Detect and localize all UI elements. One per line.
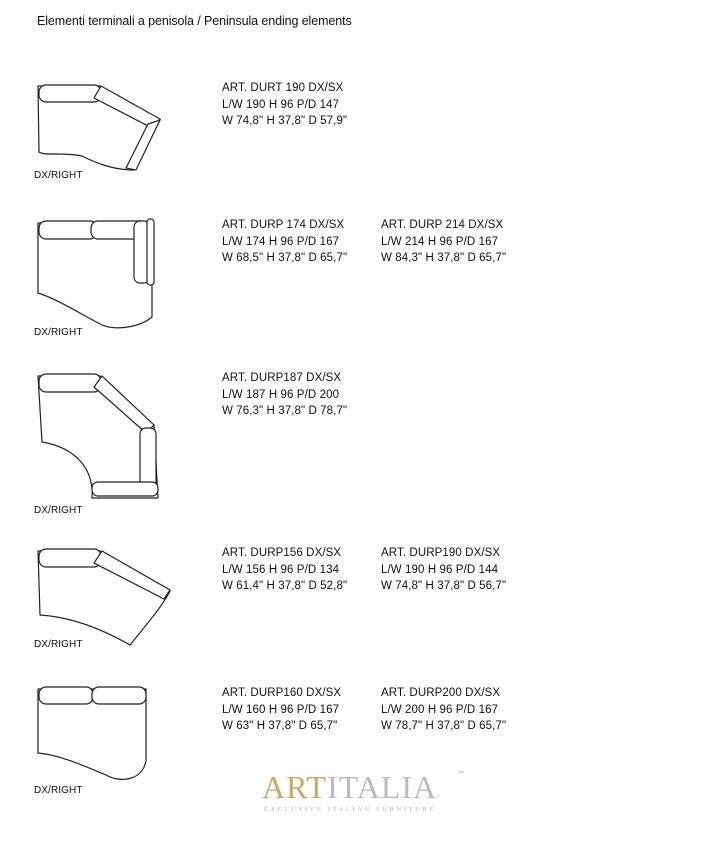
spec-block <box>222 685 341 735</box>
direction-label: DX/RIGHT <box>34 785 83 796</box>
article-code: ART. DURT 190 DX/SX <box>222 82 344 94</box>
sofa-diagram-durp187 <box>22 370 172 505</box>
logo-wordmark <box>262 770 437 804</box>
spec-block <box>381 217 506 267</box>
spec-block <box>222 545 347 595</box>
item-5 <box>0 685 726 845</box>
imperial-dimensions: W 68,5" H 37,8" D 65,7" <box>222 252 348 264</box>
imperial-dimensions: W 74,8" H 37,8" D 57,9" <box>222 115 348 127</box>
imperial-dimensions: W 74,8" H 37,8" D 56,7" <box>381 580 507 592</box>
logo-trademark: ™ <box>458 771 464 777</box>
sofa-diagram-durp174 <box>22 217 172 332</box>
imperial-dimensions: W 84,3" H 37,8" D 65,7" <box>381 252 507 264</box>
article-code: ART. DURP160 DX/SX <box>222 687 342 699</box>
spec-block <box>222 217 347 267</box>
metric-dimensions: L/W 156 H 96 P/D 134 <box>222 563 340 576</box>
metric-dimensions: L/W 190 H 96 P/D 147 <box>222 98 340 111</box>
sofa-diagram-durp156 <box>22 545 172 650</box>
metric-dimensions: L/W 160 H 96 P/D 167 <box>222 703 340 716</box>
article-code: ART. DURP187 DX/SX <box>222 372 342 384</box>
spec-block <box>222 370 347 420</box>
article-code: ART. DURP156 DX/SX <box>222 547 342 559</box>
article-code: ART. DURP 214 DX/SX <box>381 219 504 231</box>
article-code: ART. DURP190 DX/SX <box>381 547 501 559</box>
item-3 <box>0 370 726 530</box>
article-code: ART. DURP200 DX/SX <box>381 687 501 699</box>
imperial-dimensions: W 76,3" H 37,8" D 78,7" <box>222 405 348 417</box>
imperial-dimensions: W 78,7" H 37,8" D 65,7" <box>381 720 507 732</box>
direction-label: DX/RIGHT <box>34 170 83 181</box>
sofa-diagram-durt190 <box>22 80 172 175</box>
imperial-dimensions: W 63" H 37,8" D 65,7" <box>222 720 338 732</box>
direction-label: DX/RIGHT <box>34 505 83 516</box>
metric-dimensions: L/W 174 H 96 P/D 167 <box>222 235 340 248</box>
item-4 <box>0 545 726 705</box>
spec-block <box>222 80 347 130</box>
metric-dimensions: L/W 190 H 96 P/D 144 <box>381 563 499 576</box>
direction-label: DX/RIGHT <box>34 327 83 338</box>
artitalia-logo <box>262 770 482 818</box>
metric-dimensions: L/W 200 H 96 P/D 167 <box>381 703 499 716</box>
sofa-diagram-durp160 <box>22 685 172 785</box>
spec-block <box>381 685 506 735</box>
spec-block <box>381 545 506 595</box>
article-code: ART. DURP 174 DX/SX <box>222 219 345 231</box>
item-2 <box>0 217 726 377</box>
direction-label: DX/RIGHT <box>34 639 83 650</box>
logo-art: ART <box>262 769 328 805</box>
metric-dimensions: L/W 187 H 96 P/D 200 <box>222 388 340 401</box>
logo-italia: ITALIA <box>327 769 438 805</box>
item-1 <box>0 80 726 240</box>
imperial-dimensions: W 61,4" H 37,8" D 52,8" <box>222 580 348 592</box>
page-title: Elementi terminali a penisola / Peninsula ending elements <box>37 14 352 28</box>
logo-tagline: EXCLUSIVE ITALIAN FURNITURE <box>264 806 436 813</box>
metric-dimensions: L/W 214 H 96 P/D 167 <box>381 235 499 248</box>
